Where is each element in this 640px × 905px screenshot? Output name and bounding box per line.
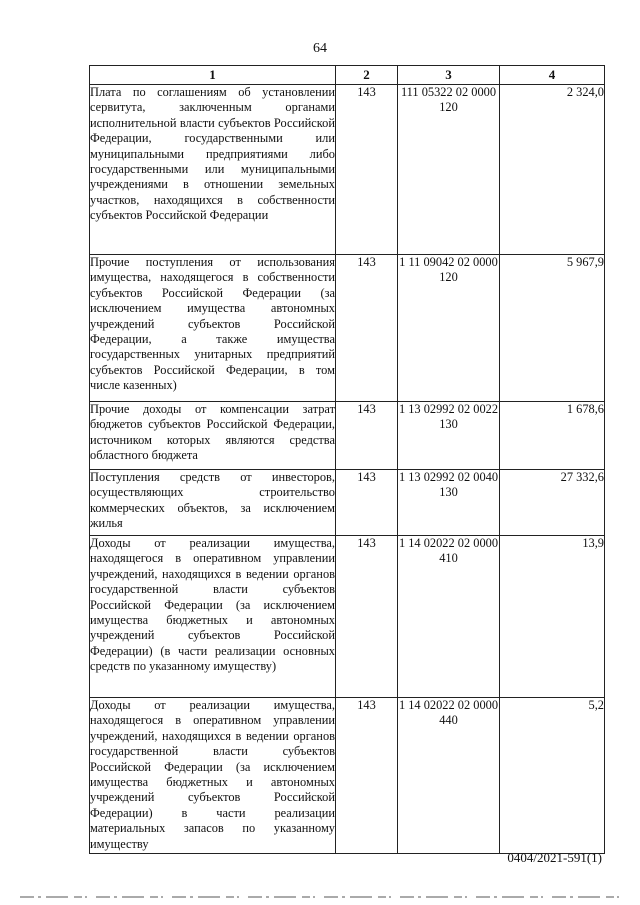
- admin-code-cell: 143: [336, 536, 398, 698]
- classification-code-cell: 1 14 02022 02 0000 410: [398, 536, 500, 698]
- column-header-1: 1: [90, 66, 336, 85]
- amount-cell: 1 678,6: [500, 402, 605, 470]
- classification-code-cell: 1 11 09042 02 0000 120: [398, 255, 500, 402]
- table-row: [90, 402, 605, 470]
- table-row: [90, 698, 605, 854]
- table-header-row: [90, 66, 605, 85]
- column-header-2: 2: [336, 66, 398, 85]
- admin-code-cell: 143: [336, 255, 398, 402]
- table-row: [90, 85, 605, 255]
- table-row: [90, 536, 605, 698]
- amount-cell: 5 967,9: [500, 255, 605, 402]
- revenue-name-cell: Прочие доходы от компенсации затрат бюджетов субъектов Российской Федерации, источником которых являются средства областного бюджета: [90, 402, 336, 470]
- column-header-4: 4: [500, 66, 605, 85]
- table-row: [90, 470, 605, 536]
- revenue-name-cell: Доходы от реализации имущества, находящегося в оперативном управлении учреждений, находящихся в ведении органов государственной власти субъектов Российской Федерации (за исключением имущества бюджетных и автономных учреждений субъектов Российской Федерации) (в части реализации основных средств по указанному имуществу): [90, 536, 336, 698]
- classification-code-cell: 1 13 02992 02 0040 130: [398, 470, 500, 536]
- table-row: [90, 255, 605, 402]
- amount-cell: 5,2: [500, 698, 605, 854]
- revenue-name-cell: Доходы от реализации имущества, находящегося в оперативном управлении учреждений, находящихся в ведении органов государственной власти субъектов Российской Федерации (за исключением имущества бюджетных и автономных учреждений субъектов Российской Федерации) в части реализации материальных запасов по указанному имуществу: [90, 698, 336, 854]
- admin-code-cell: 143: [336, 85, 398, 255]
- revenue-name-cell: Прочие поступления от использования имущества, находящегося в собственности субъектов Российской Федерации (за исключением имущества автономных учреждений субъектов Российской Федерации, а также имущества государственных унитарных предприятий субъектов Российской Федерации, в том числе казенных): [90, 255, 336, 402]
- revenue-name-cell: Поступления средств от инвесторов, осуществляющих строительство коммерческих объектов, за исключением жилья: [90, 470, 336, 536]
- admin-code-cell: 143: [336, 402, 398, 470]
- scan-artifact: [20, 895, 620, 899]
- column-header-3: 3: [398, 66, 500, 85]
- budget-revenue-table: [89, 65, 605, 854]
- amount-cell: 13,9: [500, 536, 605, 698]
- admin-code-cell: 143: [336, 698, 398, 854]
- classification-code-cell: 111 05322 02 0000 120: [398, 85, 500, 255]
- amount-cell: 2 324,0: [500, 85, 605, 255]
- amount-cell: 27 332,6: [500, 470, 605, 536]
- revenue-name-cell: Плата по соглашениям об установлении сервитута, заключенным органами исполнительной власти субъектов Российской Федерации, государственными или муниципальными предприятиями либо государственными или муниципальными учреждениями в отношении земельных участков, находящихся в собственности субъектов Российской Федерации: [90, 85, 336, 255]
- page-number: 64: [313, 41, 327, 56]
- classification-code-cell: 1 13 02992 02 0022 130: [398, 402, 500, 470]
- admin-code-cell: 143: [336, 470, 398, 536]
- document-registration-code: 0404/2021-591(1): [507, 850, 602, 865]
- classification-code-cell: 1 14 02022 02 0000 440: [398, 698, 500, 854]
